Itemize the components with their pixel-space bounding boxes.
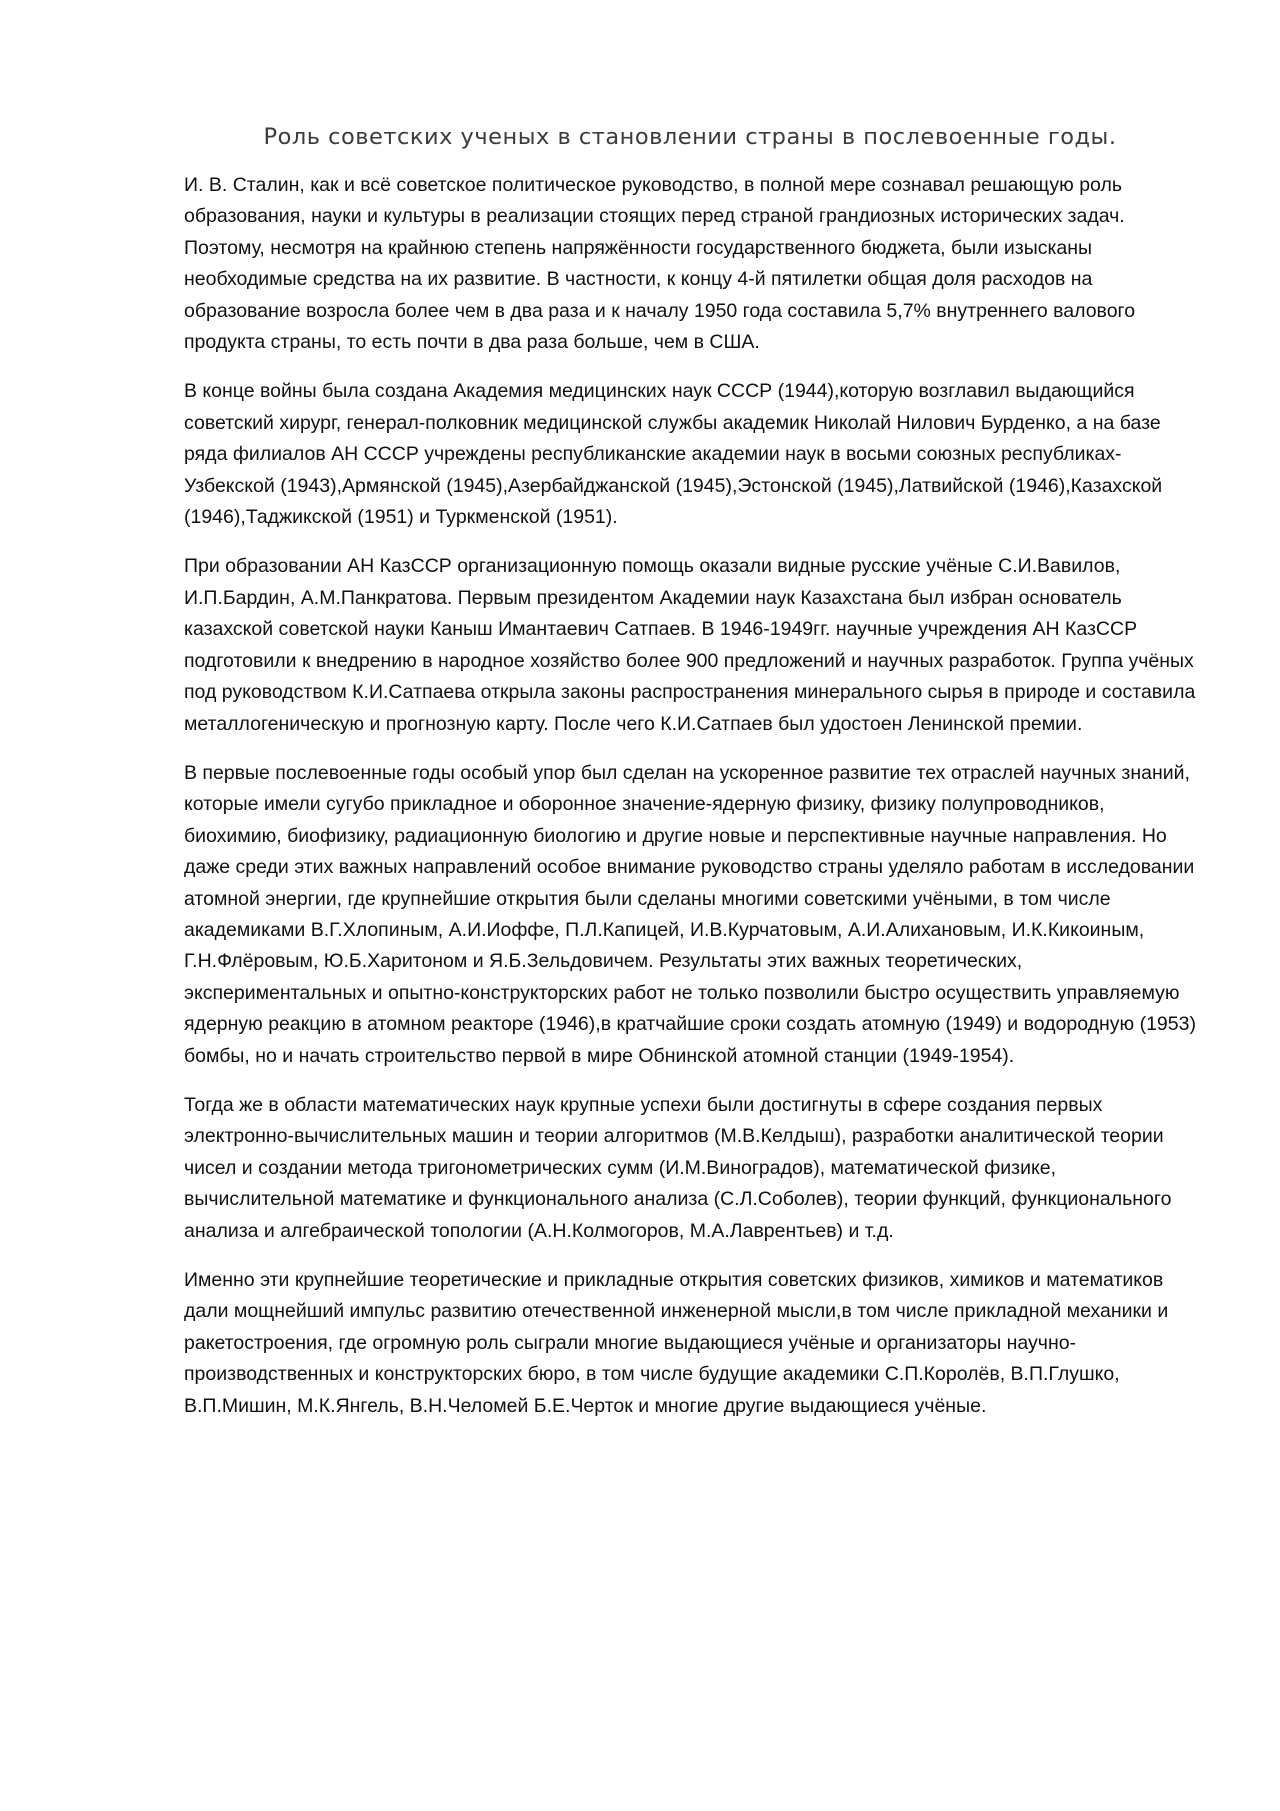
paragraph-2: В конце войны была создана Академия медицинских наук СССР (1944),которую возглавил выдающийся советский хирург, генерал-полковник медицинской службы академик Николай Нилович Бурденко, а на базе ряда филиалов АН СССР учреждены республиканские академии наук в восьми союзных республиках-Узбекской (1943),Армянской (1945),Азербайджанской (1945),Эстонской (1945),Латвийской (1946),Казахской (1946),Таджикской (1951) и Туркменской (1951). xyxy=(184,380,1163,529)
paragraph-1: И. В. Сталин, как и всё советское политическое руководство, в полной мере сознавал решающую роль образования, науки и культуры в реализации стоящих перед страной грандиозных исторических задач. Поэтому, несмотря на крайнюю степень напряжённости государственного бюджета, были изысканы необходимые средства на их развитие. В частности, к концу 4-й пятилетки общая доля расходов на образование возросла более чем в два раза и к началу 1950 года составила 5,7% внутреннего валового продукта страны, то есть почти в два раза больше, чем в США. xyxy=(184,174,1136,354)
paragraph-3: При образовании АН КазССР организационную помощь оказали видные русские учёные С.И.Вавилов, И.П.Бардин, А.М.Панкратова. Первым президентом Академии наук Казахстана был избран основатель казахской советской науки Каныш Имантаевич Сатпаев. В 1946-1949гг. научные учреждения АН КазССР подготовили к внедрению в народное хозяйство более 900 предложений и научных разработок. Группа учёных под руководством К.И.Сатпаева открыла законы распространения минерального сырья в природе и составила металлогеническую и прогнозную карту. После чего К.И.Сатпаев был удостоен Ленинской премии. xyxy=(184,555,1196,735)
paragraph-6: Именно эти крупнейшие теоретические и прикладные открытия советских физиков, химиков и математиков дали мощнейший импульс развитию отечественной инженерной мысли,в том числе прикладной механики и ракетостроения, где огромную роль сыграли многие выдающиеся учёные и организаторы научно-производственных и конструкторских бюро, в том числе будущие академики С.П.Королёв, В.П.Глушко, В.П.Мишин, М.К.Янгель, В.Н.Челомей Б.Е.Черток и многие другие выдающиеся учёные. xyxy=(184,1269,1169,1417)
paragraph-4: В первые послевоенные годы особый упор был сделан на ускоренное развитие тех отраслей научных знаний, которые имели сугубо прикладное и оборонное значение-ядерную физику, физику полупроводников, биохимию, биофизику, радиационную биологию и другие новые и перспективные научные направления. Но даже среди этих важных направлений особое внимание руководство страны уделяло работам в исследовании атомной энергии, где крупнейшие открытия были сделаны многими советскими учёными, в том числе академиками В.Г.Хлопиным, А.И.Иоффе, П.Л.Капицей, И.В.Курчатовым, А.И.Алихановым, И.К.Кикоиным, Г.Н.Флёровым, Ю.Б.Харитоном и Я.Б.Зельдовичем. Результаты этих важных теоретических, экспериментальных и опытно-конструкторских работ не только позволили быстро осуществить управляемую ядерную реакцию в атомном реакторе (1946),в кратчайшие сроки создать атомную (1949) и водородную (1953) бомбы, но и начать строительство первой в мире Обнинской атомной станции (1949-1954). xyxy=(184,761,1196,1067)
document-body xyxy=(184,170,1204,1440)
document-title: Роль советских ученых в становлении страны в послевоенные годы. xyxy=(263,124,1117,150)
paragraph-5: Тогда же в области математических наук крупные успехи были достигнуты в сфере создания первых электронно-вычислительных машин и теории алгоритмов (М.В.Келдыш), разработки аналитической теории чисел и создании метода тригонометрических сумм (И.М.Виноградов), математической физике, вычислительной математике и функционального анализа (С.Л.Соболев), теории функций, функционального анализа и алгебраической топологии (А.Н.Колмогоров, М.А.Лаврентьев) и т.д. xyxy=(184,1093,1172,1242)
